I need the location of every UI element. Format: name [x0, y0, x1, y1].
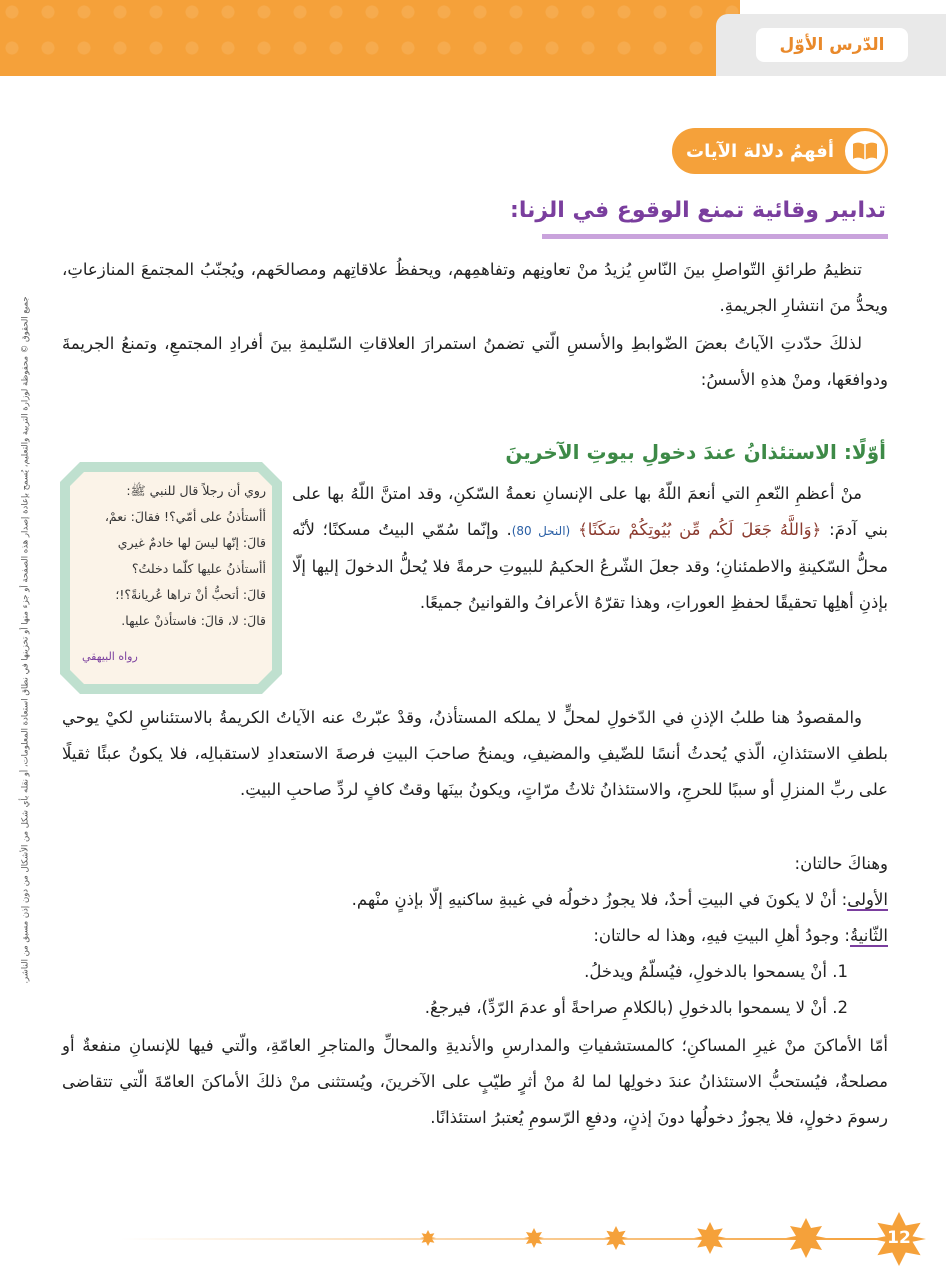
hadith-source: رواه البيهقي — [82, 650, 138, 663]
hadith-line: أأستأذنُ على أمّي؟! فقالَ: نعمْ، — [104, 509, 266, 524]
hadith-line: روي أن رجلاً قال للنبي ﷺ: — [126, 483, 266, 498]
section-badge-label: أفهمُ دلالة الآيات — [686, 140, 834, 162]
case-2 — [62, 918, 888, 954]
footer-star-icon — [524, 1228, 544, 1248]
first-paragraph-1-start: منْ أعظمِ النّعمِ التي أنعمَ اللّهُ بها على الإنسانِ نعمةُ السّكنِ، وقد امتنَّ اللّهُ بها على بني آدمَ: — [292, 484, 888, 539]
header-band — [0, 0, 740, 76]
footer-line — [120, 1238, 880, 1240]
case-2-text: : وجودُ أهلِ البيتِ فيهِ، وهذا له حالتان: — [593, 926, 850, 945]
case-2-label: الثّانيةُ — [849, 926, 888, 945]
section-title: تدابير وقائية تمنع الوقوع في الزنا: — [510, 198, 886, 223]
hadith-line: قالَ: أتحبُّ أنْ تراها عُريانةً؟!؛ — [115, 587, 266, 602]
hadith-line: قالَ: لا، قالَ: فاستأذنْ عليها. — [121, 613, 266, 628]
case-1-label: الأولى — [847, 890, 888, 909]
cases-intro: وهناكَ حالتان: — [794, 854, 888, 873]
lesson-label: الدّرس الأوّل — [756, 28, 908, 62]
section-badge — [672, 128, 886, 174]
first-paragraph-2: والمقصودُ هنا طلبُ الإذنِ في الدّخولِ لمحلٍّ لا يملكه المستأذنُ، وقدْ عبّرتْ عنه الآياتُ الكريمةُ بالاستئناسِ لكيْ يوحي بلطفِ الاستئذانِ، الّذي يُحدثُ أنسًا للضّيفِ والمضيفِ، ويمنحُ صاحبَ البيتِ فرصةَ الاستعدادِ لاستقبالِه، فلا يكونُ عبئًا ثقيلًا على ربِّ المنزلِ أو سببًا للحرجِ، والاستئذانُ ثلاثُ مرّاتٍ، ويكونُ بينَها وقتٌ كافٍ لردِّ صاحبِ البيتِ. — [62, 708, 888, 799]
footer-star-icon — [786, 1218, 826, 1258]
first-paragraph-1 — [292, 476, 888, 621]
subsection-title: أوّلًا: الاستئذانُ عندَ دخولِ بيوتِ الآخرينَ — [505, 440, 886, 464]
intro-paragraph-2: لذلكَ حدّدتِ الآياتُ بعضَ الضّوابطِ والأسسِ الّتي تضمنُ استمرارَ العلاقاتِ السّليمةِ بينَ أفرادِ المجتمعِ، وتمنعُ الجريمةَ ودوافعَها، ومنْ هذهِ الأسسُ: — [62, 334, 888, 389]
first-paragraph-1-end: . وإنّما سُمّي البيتُ مسكنًا؛ لأنّه محلُّ السّكينةِ والاطمئنانِ؛ وقد جعلَ الشّرعُ الحكيمُ للبيوتِ حرمةً فلا يُحلُّ الدخولَ إليها إلّا بإذنِ أهلِها تحقيقًا لحفظِ العوراتِ، وهذا تقرّهُ الأعرافُ والقوانينُ جميعًا. — [292, 520, 888, 612]
open-book-icon — [842, 128, 888, 174]
hadith-text — [78, 478, 266, 634]
footer-star-icon — [694, 1222, 726, 1254]
case-2-sub-2: 2. أنْ لا يسمحوا بالدخولِ (بالكلامِ صراحةً أو عدمَ الرّدِّ)، فيرجعُ. — [424, 998, 848, 1017]
title-underline — [542, 234, 888, 239]
margin-copyright-text: جميع الحقوق © محفوظة لوزارة التربية والتعليم، يُسمح بإعادة إصدار هذه الصفحة أو جزء منها أو تخزينها في نطاق استعادة المعلومات، أو نقله بأي شكل من الأشكال من دون إذن مسبق من الناشر. — [21, 296, 32, 984]
verse-reference: (النحل 80) — [511, 524, 571, 538]
page-number: 12 — [887, 1228, 911, 1248]
first-paragraph-3: أمّا الأماكنَ منْ غيرِ المساكنِ؛ كالمستشفياتِ والمدارسِ والأنديةِ والمحالِّ والمتاجرِ العامّةِ، والّتي فيها للإنسانِ منفعةٌ أو مصلحةٌ، فيُستحبُّ الاستئذانُ عندَ دخولِها لما لهُ منْ أثرٍ طيّبٍ على الآخرينَ، ويُستثنى منْ ذلكَ الأماكنَ العامّةَ الّتي تتقاضى رسومَ دخولٍ، فلا يجوزُ دخولُها دونَ إذنٍ، ودفعِ الرّسومِ يُعتبرُ استئذانًا. — [62, 1036, 888, 1127]
margin-copyright — [2, 296, 50, 984]
case-2-sub-1: 1. أنْ يسمحوا بالدخولِ، فيُسلّمُ ويدخلُ. — [584, 962, 848, 981]
intro-paragraph-1: تنظيمُ طرائقِ التّواصلِ بينَ النّاسِ يُزيدُ منْ تعاونِهم وتفاهمِهم، ويحفظُ علاقاتِهم ومصالحَهم، ويُجنّبُ المجتمعَ المنازعاتِ، ويحدُّ منَ انتشارِ الجريمةِ. — [62, 260, 888, 315]
case-1 — [62, 882, 888, 918]
case-1-text: : أنْ لا يكونَ في البيتِ أحدٌ، فلا يجوزُ دخولُه في غيبةِ ساكنيهِ إلّا بإذنٍ منْهم. — [351, 890, 848, 909]
footer-star-icon — [420, 1230, 436, 1246]
hadith-line: أأستأذنُ عليها كلّما دخلتُ؟ — [131, 561, 266, 576]
hadith-line: قالَ: إنّها ليسَ لها خادمٌ غيري — [117, 535, 266, 550]
footer-star-icon — [604, 1226, 628, 1250]
quran-verse: ﴿وَاللَّهُ جَعَلَ لَكُم مِّن بُيُوتِكُمْ سَكَنًا﴾ — [578, 520, 822, 539]
